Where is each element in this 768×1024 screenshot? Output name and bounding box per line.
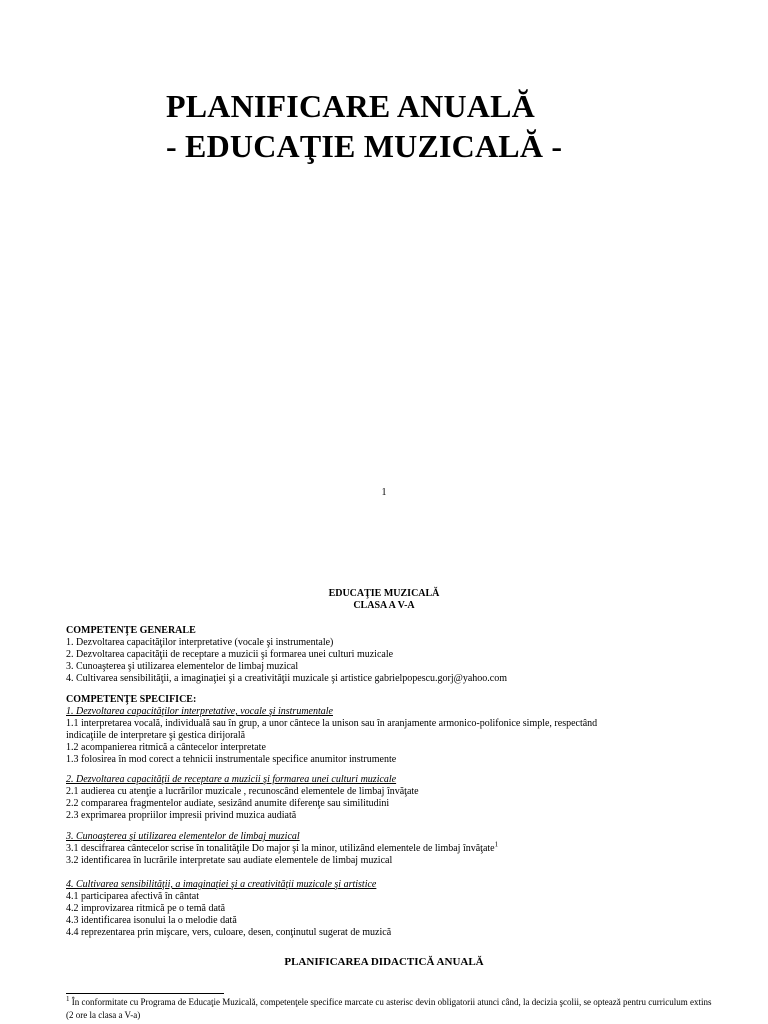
competence-item: 1.3 folosirea în mod corect a tehnicii instrumentale specifice anumitor instrumente — [66, 754, 397, 765]
competence-item: 4.3 identificarea isonului la o melodie dată — [66, 915, 237, 926]
competence-item-with-footnote — [66, 840, 499, 855]
competence-item: 2.2 compararea fragmentelor audiate, sesizând anumite diferenţe sau similitudini — [66, 798, 390, 809]
competence-group-3-title: 3. Cunoaşterea şi utilizarea elementelor de limbaj muzical — [66, 831, 300, 842]
footnote-divider — [66, 993, 224, 994]
general-competence-item-text: 4. Cultivarea sensibilităţii, a imaginaţiei şi a creativităţii muzicale şi artistice — [66, 673, 373, 684]
class-heading: CLASA A V-A — [353, 600, 415, 611]
subject-heading: EDUCAŢIE MUZICALĂ — [328, 588, 440, 599]
specific-competences-heading: COMPETENŢE SPECIFICE: — [66, 694, 197, 705]
competence-item: 3.2 identificarea în lucrările interpretate sau audiate elementele de limbaj muzical — [66, 855, 393, 866]
competence-group-2-title: 2. Dezvoltarea capacităţii de receptare a muzicii şi formarea unei culturi muzicale — [66, 774, 397, 785]
competence-item: 4.2 improvizarea ritmică pe o temă dată — [66, 903, 226, 914]
competence-group-1-title: 1. Dezvoltarea capacităţilor interpretative, vocale şi instrumentale — [66, 706, 333, 717]
footnote — [66, 996, 716, 1022]
competence-group-2 — [66, 774, 419, 822]
competence-group-3 — [66, 831, 498, 867]
competence-item: indicaţiile de interpretare şi gestica dirijorală — [66, 730, 246, 741]
general-competence-item: 1. Dezvoltarea capacităţilor interpretative (vocale şi instrumentale) — [66, 637, 334, 648]
footnote-marker: 1 — [66, 995, 70, 1003]
general-competence-item: 3. Cunoaşterea şi utilizarea elementelor de limbaj muzical — [66, 661, 299, 672]
competence-item: 1.2 acompanierea ritmică a cântecelor interpretate — [66, 742, 266, 753]
competence-item: 2.1 audierea cu atenţie a lucrărilor muzicale , recunoscând elementele de limbaj învăţate — [66, 786, 419, 797]
general-competences-section — [66, 625, 507, 685]
page-number: 1 — [381, 487, 387, 498]
general-competence-item-4 — [66, 673, 507, 685]
competence-item: 2.3 exprimarea propriilor impresii privind muzica audiată — [66, 810, 297, 821]
specific-competences-section — [66, 694, 597, 766]
footnote-reference: 1 — [494, 840, 499, 849]
general-competence-item: 2. Dezvoltarea capacităţii de receptare a muzicii şi formarea unei culturi muzicale — [66, 649, 394, 660]
competence-item: 4.1 participarea afectivă în cântat — [66, 891, 199, 902]
competence-item: 1.1 interpretarea vocală, individuală sau în grup, a unor cântece la unison sau în aranjamente armonico-polifonice simple, respectând — [66, 718, 598, 729]
document-title-line-1: PLANIFICARE ANUALĂ — [166, 88, 535, 124]
competence-item-text: 3.1 descifrarea cântecelor scrise în tonalităţile Do major şi la minor, utilizând elementele de limbaj învăţate — [66, 843, 495, 854]
competence-item: 4.4 reprezentarea prin mişcare, vers, culoare, desen, conţinutul sugerat de muzică — [66, 927, 392, 938]
planning-heading: PLANIFICAREA DIDACTICĂ ANUALĂ — [284, 956, 484, 968]
document-title-line-2: - EDUCAŢIE MUZICALĂ - — [166, 128, 563, 164]
competence-group-4-title: 4. Cultivarea sensibilităţii, a imaginaţiei şi a creativităţii muzicale şi artistice — [66, 879, 377, 890]
author-email: gabrielpopescu.gorj@yahoo.com — [374, 673, 508, 684]
competence-group-4 — [66, 879, 391, 939]
footnote-text: În conformitate cu Programa de Educaţie Muzicală, competenţele specifice marcate cu asterisc devin obligatorii atunci când, la decizia şcolii, se optează pentru curriculum extins (2 ore la clasa a V-a) — [66, 997, 712, 1020]
general-competences-heading: COMPETENŢE GENERALE — [66, 625, 196, 636]
